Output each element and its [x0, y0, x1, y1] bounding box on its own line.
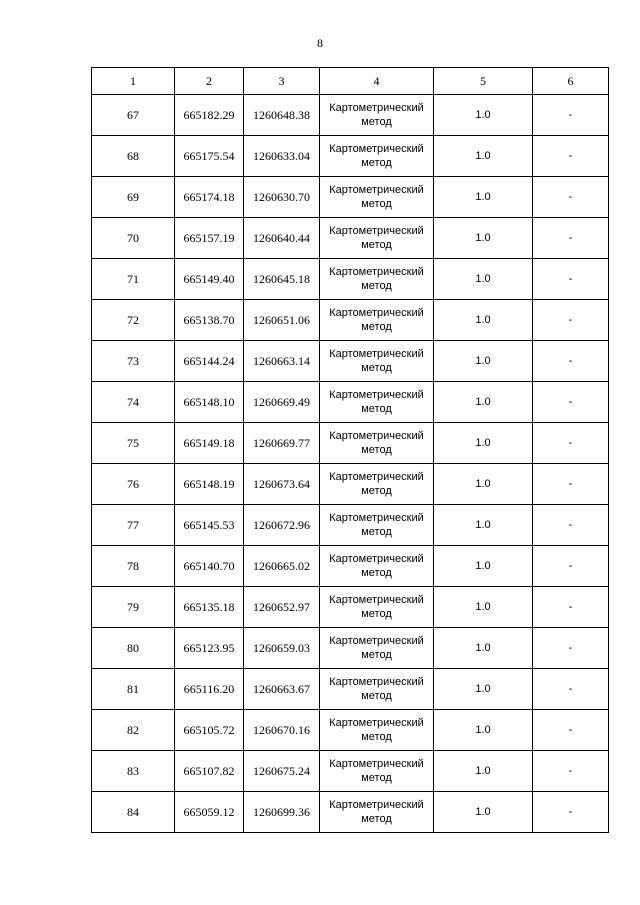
accuracy-cell: 1.0 — [434, 710, 533, 751]
table-row — [92, 341, 609, 382]
note-cell: - — [533, 136, 609, 177]
method-cell: Картометрический метод — [320, 505, 434, 546]
method-cell: Картометрический метод — [320, 382, 434, 423]
y-coordinate-cell: 1260675.24 — [244, 751, 320, 792]
point-number-cell: 79 — [92, 587, 175, 628]
column-header: 5 — [434, 68, 533, 95]
y-coordinate-cell: 1260633.04 — [244, 136, 320, 177]
point-number-cell: 69 — [92, 177, 175, 218]
accuracy-cell: 1.0 — [434, 464, 533, 505]
method-cell: Картометрический метод — [320, 546, 434, 587]
x-coordinate-cell: 665059.12 — [175, 792, 244, 833]
note-cell: - — [533, 669, 609, 710]
accuracy-cell: 1.0 — [434, 300, 533, 341]
x-coordinate-cell: 665148.19 — [175, 464, 244, 505]
method-cell: Картометрический метод — [320, 423, 434, 464]
accuracy-cell: 1.0 — [434, 751, 533, 792]
note-cell: - — [533, 587, 609, 628]
point-number-cell: 75 — [92, 423, 175, 464]
point-number-cell: 72 — [92, 300, 175, 341]
x-coordinate-cell: 665123.95 — [175, 628, 244, 669]
x-coordinate-cell: 665182.29 — [175, 95, 244, 136]
table-row — [92, 423, 609, 464]
y-coordinate-cell: 1260630.70 — [244, 177, 320, 218]
accuracy-cell: 1.0 — [434, 505, 533, 546]
x-coordinate-cell: 665145.53 — [175, 505, 244, 546]
note-cell: - — [533, 792, 609, 833]
note-cell: - — [533, 177, 609, 218]
note-cell: - — [533, 218, 609, 259]
y-coordinate-cell: 1260648.38 — [244, 95, 320, 136]
y-coordinate-cell: 1260669.77 — [244, 423, 320, 464]
note-cell: - — [533, 382, 609, 423]
table-row — [92, 300, 609, 341]
note-cell: - — [533, 259, 609, 300]
method-cell: Картометрический метод — [320, 136, 434, 177]
note-cell: - — [533, 710, 609, 751]
point-number-cell: 80 — [92, 628, 175, 669]
table-row — [92, 218, 609, 259]
table-row — [92, 382, 609, 423]
point-number-cell: 68 — [92, 136, 175, 177]
y-coordinate-cell: 1260663.67 — [244, 669, 320, 710]
table-row — [92, 464, 609, 505]
method-cell: Картометрический метод — [320, 259, 434, 300]
table-row — [92, 669, 609, 710]
method-cell: Картометрический метод — [320, 177, 434, 218]
point-number-cell: 81 — [92, 669, 175, 710]
point-number-cell: 73 — [92, 341, 175, 382]
x-coordinate-cell: 665140.70 — [175, 546, 244, 587]
point-number-cell: 84 — [92, 792, 175, 833]
column-header: 4 — [320, 68, 434, 95]
x-coordinate-cell: 665105.72 — [175, 710, 244, 751]
method-cell: Картометрический метод — [320, 95, 434, 136]
point-number-cell: 76 — [92, 464, 175, 505]
point-number-cell: 77 — [92, 505, 175, 546]
table-row — [92, 792, 609, 833]
note-cell: - — [533, 505, 609, 546]
table-row — [92, 628, 609, 669]
note-cell: - — [533, 95, 609, 136]
x-coordinate-cell: 665149.18 — [175, 423, 244, 464]
y-coordinate-cell: 1260673.64 — [244, 464, 320, 505]
note-cell: - — [533, 546, 609, 587]
accuracy-cell: 1.0 — [434, 546, 533, 587]
x-coordinate-cell: 665107.82 — [175, 751, 244, 792]
column-header: 6 — [533, 68, 609, 95]
x-coordinate-cell: 665116.20 — [175, 669, 244, 710]
accuracy-cell: 1.0 — [434, 95, 533, 136]
table-row — [92, 546, 609, 587]
x-coordinate-cell: 665174.18 — [175, 177, 244, 218]
method-cell: Картометрический метод — [320, 587, 434, 628]
note-cell: - — [533, 751, 609, 792]
x-coordinate-cell: 665148.10 — [175, 382, 244, 423]
accuracy-cell: 1.0 — [434, 669, 533, 710]
method-cell: Картометрический метод — [320, 628, 434, 669]
table-row — [92, 587, 609, 628]
x-coordinate-cell: 665135.18 — [175, 587, 244, 628]
y-coordinate-cell: 1260672.96 — [244, 505, 320, 546]
table-row — [92, 505, 609, 546]
y-coordinate-cell: 1260669.49 — [244, 382, 320, 423]
point-number-cell: 82 — [92, 710, 175, 751]
x-coordinate-cell: 665144.24 — [175, 341, 244, 382]
point-number-cell: 78 — [92, 546, 175, 587]
note-cell: - — [533, 464, 609, 505]
accuracy-cell: 1.0 — [434, 177, 533, 218]
column-header: 1 — [92, 68, 175, 95]
point-number-cell: 74 — [92, 382, 175, 423]
note-cell: - — [533, 341, 609, 382]
x-coordinate-cell: 665157.19 — [175, 218, 244, 259]
x-coordinate-cell: 665138.70 — [175, 300, 244, 341]
y-coordinate-cell: 1260663.14 — [244, 341, 320, 382]
y-coordinate-cell: 1260640.44 — [244, 218, 320, 259]
method-cell: Картометрический метод — [320, 300, 434, 341]
point-number-cell: 67 — [92, 95, 175, 136]
y-coordinate-cell: 1260645.18 — [244, 259, 320, 300]
method-cell: Картометрический метод — [320, 464, 434, 505]
table-row — [92, 136, 609, 177]
table-body — [92, 95, 609, 833]
column-header: 2 — [175, 68, 244, 95]
y-coordinate-cell: 1260670.16 — [244, 710, 320, 751]
y-coordinate-cell: 1260659.03 — [244, 628, 320, 669]
table-row — [92, 710, 609, 751]
point-number-cell: 70 — [92, 218, 175, 259]
point-number-cell: 71 — [92, 259, 175, 300]
table-row — [92, 259, 609, 300]
note-cell: - — [533, 423, 609, 464]
method-cell: Картометрический метод — [320, 710, 434, 751]
accuracy-cell: 1.0 — [434, 341, 533, 382]
y-coordinate-cell: 1260665.02 — [244, 546, 320, 587]
table-row — [92, 177, 609, 218]
note-cell: - — [533, 628, 609, 669]
method-cell: Картометрический метод — [320, 751, 434, 792]
table-header-row — [92, 68, 609, 95]
accuracy-cell: 1.0 — [434, 136, 533, 177]
table-row — [92, 95, 609, 136]
x-coordinate-cell: 665149.40 — [175, 259, 244, 300]
accuracy-cell: 1.0 — [434, 423, 533, 464]
column-header: 3 — [244, 68, 320, 95]
method-cell: Картометрический метод — [320, 341, 434, 382]
method-cell: Картометрический метод — [320, 669, 434, 710]
method-cell: Картометрический метод — [320, 218, 434, 259]
coordinates-table — [91, 67, 609, 833]
y-coordinate-cell: 1260699.36 — [244, 792, 320, 833]
accuracy-cell: 1.0 — [434, 587, 533, 628]
x-coordinate-cell: 665175.54 — [175, 136, 244, 177]
point-number-cell: 83 — [92, 751, 175, 792]
y-coordinate-cell: 1260652.97 — [244, 587, 320, 628]
accuracy-cell: 1.0 — [434, 382, 533, 423]
accuracy-cell: 1.0 — [434, 218, 533, 259]
method-cell: Картометрический метод — [320, 792, 434, 833]
accuracy-cell: 1.0 — [434, 259, 533, 300]
accuracy-cell: 1.0 — [434, 628, 533, 669]
accuracy-cell: 1.0 — [434, 792, 533, 833]
y-coordinate-cell: 1260651.06 — [244, 300, 320, 341]
note-cell: - — [533, 300, 609, 341]
page-number: 8 — [317, 36, 323, 50]
table-row — [92, 751, 609, 792]
